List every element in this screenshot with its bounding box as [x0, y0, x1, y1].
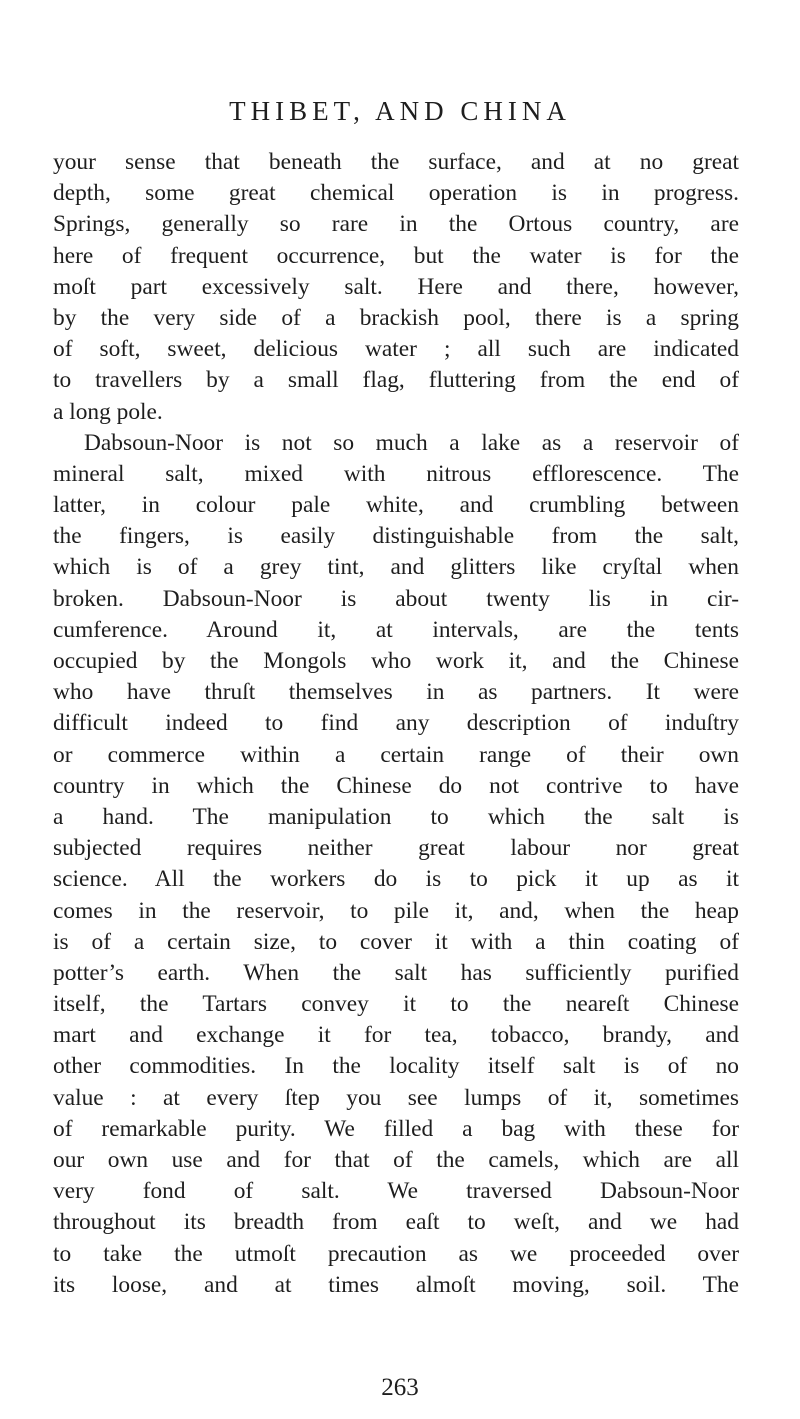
- text-line: mart and exchange it for tea, tobacco, brandy, and: [53, 1022, 739, 1049]
- text-line: its loose, and at times almoſt moving, soil. The: [53, 1271, 739, 1298]
- text-line: your sense that beneath the surface, and at no great: [53, 149, 739, 175]
- text-line: here of frequent occurrence, but the water is for the: [53, 242, 739, 269]
- text-line: to travellers by a small flag, fluttering from the end of: [53, 367, 739, 394]
- text-line: of soft, sweet, delicious water ; all such are indicated: [53, 336, 739, 363]
- text-line: broken. Dabsoun-Noor is about twenty lis in cir-: [53, 585, 739, 612]
- text-line: depth, some great chemical operation is in progress.: [53, 180, 739, 207]
- text-line: country in which the Chinese do not contrive to have: [53, 772, 739, 799]
- text-line: to take the utmoſt precaution as we proceeded over: [53, 1240, 739, 1267]
- text-line: our own use and for that of the camels, which are all: [53, 1147, 739, 1173]
- page-number: 263: [381, 1374, 419, 1401]
- text-line: value : at every ſtep you see lumps of it, sometimes: [53, 1084, 739, 1111]
- paragraph-first-line: Dabsoun-Noor is not so much a lake as a reservoir of: [84, 429, 739, 456]
- text-line: subjected requires neither great labour nor great: [53, 835, 739, 862]
- text-line: or commerce within a certain range of their own: [53, 741, 739, 768]
- text-line: occupied by the Mongols who work it, and the Chinese: [53, 648, 739, 674]
- text-line: latter, in colour pale white, and crumbling between: [53, 492, 739, 519]
- text-line: is of a certain size, to cover it with a thin coating of: [53, 928, 739, 955]
- text-line: of remarkable purity. We filled a bag with these for: [53, 1115, 739, 1142]
- text-line: science. All the workers do is to pick it up as it: [53, 866, 739, 893]
- text-line: by the very side of a brackish pool, there is a spring: [53, 304, 739, 331]
- running-head: THIBET, AND CHINA: [229, 96, 571, 126]
- text-line: a hand. The manipulation to which the salt is: [53, 803, 739, 830]
- body-text: [53, 147, 739, 1301]
- text-line: difficult indeed to find any description of induſtry: [53, 710, 739, 737]
- text-line: itself, the Tartars convey it to the neareſt Chinese: [53, 991, 739, 1018]
- text-line: moſt part excessively salt. Here and there, however,: [53, 273, 739, 300]
- text-line: who have thruſt themselves in as partners. It were: [53, 679, 739, 706]
- text-line: throughout its breadth from eaſt to weſt, and we had: [53, 1209, 739, 1236]
- text-line: other commodities. In the locality itself salt is of no: [53, 1053, 739, 1080]
- text-line: comes in the reservoir, to pile it, and, when the heap: [53, 897, 739, 924]
- text-line: cumference. Around it, at intervals, are the tents: [53, 616, 739, 643]
- paragraph-end-line: a long pole.: [53, 398, 163, 425]
- text-line: the fingers, is easily distinguishable from the salt,: [53, 523, 739, 550]
- text-line: potter’s earth. When the salt has sufficiently purified: [53, 959, 739, 986]
- text-line: very fond of salt. We traversed Dabsoun-Noor: [53, 1178, 739, 1205]
- text-line: which is of a grey tint, and glitters like cryſtal when: [53, 554, 739, 581]
- text-line: mineral salt, mixed with nitrous efflorescence. The: [53, 460, 739, 487]
- text-line: Springs, generally so rare in the Ortous country, are: [53, 211, 739, 238]
